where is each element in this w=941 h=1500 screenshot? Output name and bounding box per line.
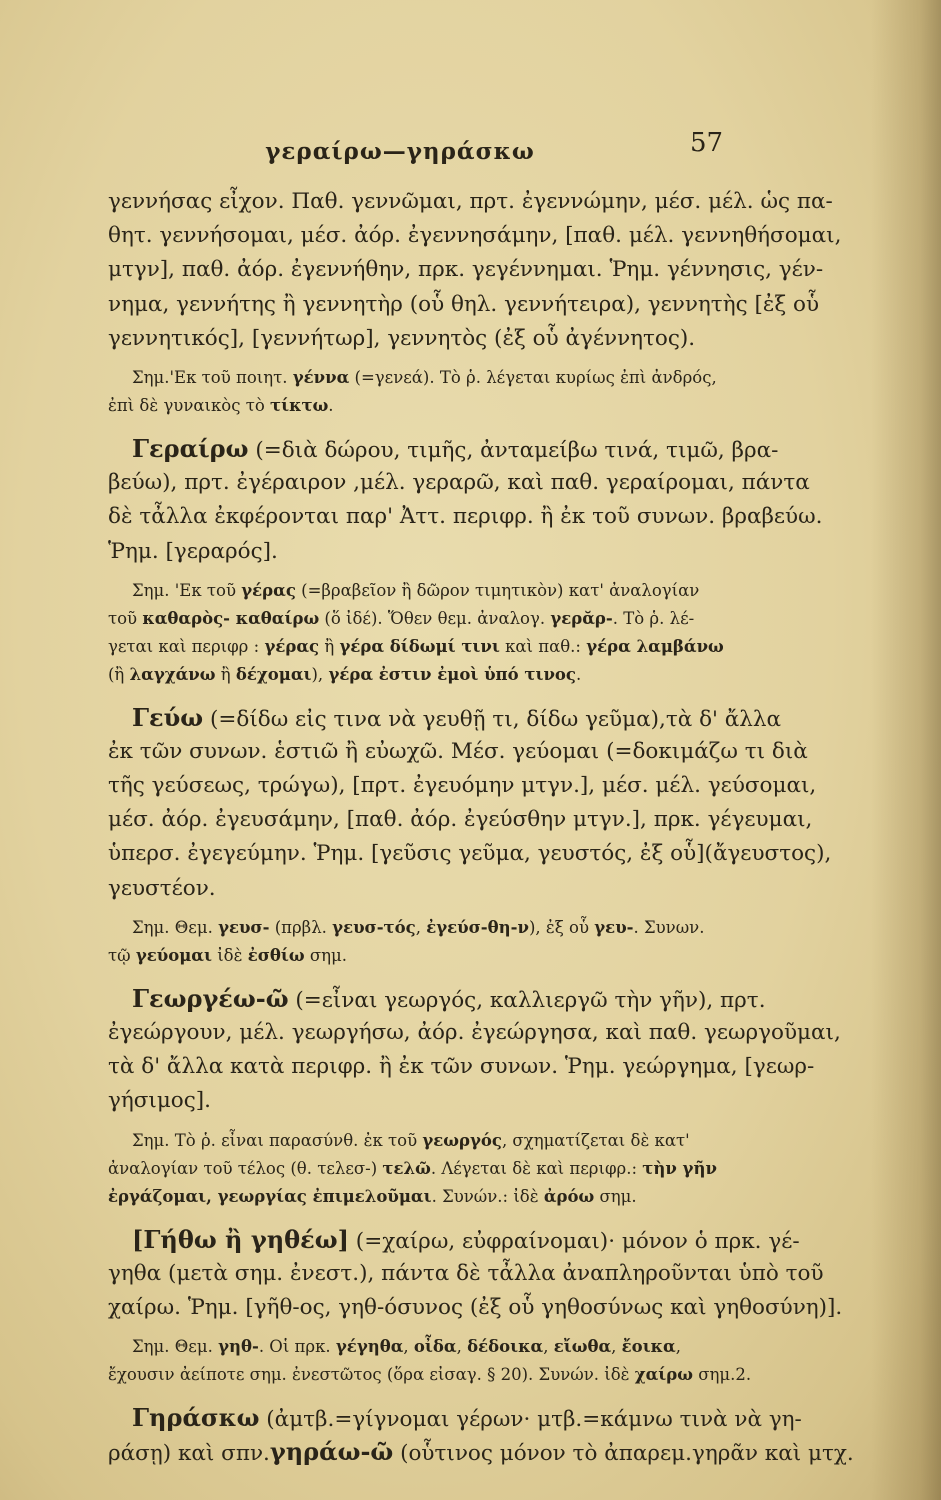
- text-line: Γηράσκω (ἀμτβ.=γίγνομαι γέρων· μτβ.=κάμνω τινὰ νὰ γη-: [132, 1403, 802, 1433]
- text-line: τὰ δ' ἄλλα κατὰ περιφρ. ἢ ἐκ τῶν συνων. Ῥημ. γεώργημα, [γεωρ-: [108, 1054, 815, 1080]
- text-line: μέσ. ἀόρ. ἐγευσάμην, [παθ. ἀόρ. ἐγεύσθην μτγν.], πρκ. γέγευμαι,: [108, 807, 813, 833]
- text-line: νημα, γεννήτης ἢ γεννητὴρ (οὗ θηλ. γεννήτειρα), γεννητὴς [ἐξ οὗ: [108, 291, 820, 317]
- note-line: ἐπὶ δὲ γυναικὸς τὸ τίκτω.: [108, 395, 334, 415]
- note-line: τῷ γεύομαι ἰδὲ ἐσθίω σημ.: [108, 945, 347, 965]
- note-line: ἀναλογίαν τοῦ τέλος (θ. τελεσ-) τελῶ. Λέγεται δὲ καὶ περιφρ.: τὴν γῆν: [108, 1158, 717, 1178]
- note-line: Σημ.'Εκ τοῦ ποιητ. γέννα (=γενεά). Τὸ ῥ. λέγεται κυρίως ἐπὶ ἀνδρός,: [132, 367, 717, 387]
- text-line: ράσῃ) καὶ σπν.γηράω-ῶ (οὗτινος μόνον τὸ ἀπαρεμ.γηρᾶν καὶ μτχ.: [108, 1437, 854, 1467]
- text-line: Γεραίρω (=διὰ δώρου, τιμῆς, ἀνταμείβω τινά, τιμῶ, βρα-: [132, 433, 779, 463]
- note-line: τοῦ καθαρὸς- καθαίρω (ὅ ἰδέ). Ὅθεν θεμ. ἀναλογ. γερᾰρ-. Τὸ ῥ. λέ-: [108, 608, 695, 628]
- entry-georgeo: [108, 982, 841, 1119]
- text-line: Ῥημ. [γεραρός].: [108, 538, 278, 564]
- page-edge-shadow: [871, 0, 941, 1500]
- entry-githo: [108, 1223, 843, 1326]
- text-line: θητ. γεννήσομαι, μέσ. ἀόρ. ἐγεννησάμην, [παθ. μέλ. γεννηθήσομαι,: [108, 223, 842, 249]
- headword: [Γήθω ἢ γηθέω]: [132, 1224, 349, 1254]
- text-line: γήσιμος].: [108, 1088, 212, 1114]
- entry-gerairo: [108, 432, 823, 569]
- note-line: (ἢ λαγχάνω ἢ δέχομαι), γέρα ἐστιν ἐμοὶ ὑπό τινος.: [108, 664, 582, 684]
- headword: Γηράσκω: [132, 1403, 260, 1433]
- text-line: γηθα (μετὰ σημ. ἐνεστ.), πάντα δὲ τἆλλα ἀναπληροῦνται ὑπὸ τοῦ: [108, 1260, 824, 1286]
- note-line: Σημ. 'Εκ τοῦ γέρας (=βραβεῖον ἢ δῶρον τιμητικὸν) κατ' ἀναλογίαν: [132, 580, 700, 600]
- running-title: γεραίρω—γηράσκω: [265, 138, 535, 165]
- note-githo: [108, 1333, 768, 1389]
- text-line: μτγν], παθ. ἀόρ. ἐγεννήθην, πρκ. γεγέννημαι. Ῥημ. γέννησις, γέν-: [108, 257, 824, 283]
- entry-gennao-continued: [108, 185, 842, 356]
- text-line: γευστέον.: [108, 875, 216, 901]
- text-line: ἐγεώργουν, μέλ. γεωργήσω, ἀόρ. ἐγεώργησα, καὶ παθ. γεωργοῦμαι,: [108, 1020, 841, 1045]
- note-geuo: [108, 914, 768, 970]
- entry-giraskō: [108, 1401, 854, 1469]
- text-line: ὑπερσ. ἐγεγεύμην. Ῥημ. [γεῦσις γεῦμα, γευστός, ἐξ οὗ](ἄγευστος),: [108, 841, 832, 867]
- note-line: ἔχουσιν ἀείποτε σημ. ἐνεστῶτος (ὅρα εἰσαγ. § 20). Συνών. ἰδὲ χαίρω σημ.2.: [108, 1365, 752, 1385]
- headword: Γεωργέω-ῶ: [132, 983, 289, 1013]
- page-header: [0, 128, 941, 178]
- note-line: Σημ. Θεμ. γηθ-. Οἱ πρκ. γέγηθα, οἶδα, δέδοικα, εἴωθα, ἔοικα,: [132, 1337, 681, 1357]
- text-line: χαίρω. Ῥημ. [γῆθ-ος, γηθ-όσυνος (ἐξ οὗ γηθοσύνως καὶ γηθοσύνη)].: [108, 1294, 843, 1320]
- text-line: τῆς γεύσεως, τρώγω), [πρτ. ἐγευόμην μτγν.], μέσ. μέλ. γεύσομαι,: [108, 773, 817, 799]
- note-gerairo: [108, 577, 768, 689]
- note-line: Σημ. Τὸ ῥ. εἶναι παρασύνθ. ἐκ τοῦ γεωργός, σχηματίζεται δὲ κατ': [132, 1130, 690, 1150]
- entry-geuo: [108, 701, 832, 906]
- note-line: Σημ. Θεμ. γευσ- (πρβλ. γευσ-τός, ἐγεύσ-θη-ν), ἐξ οὗ γευ-. Συνων.: [132, 917, 705, 937]
- text-line: ἐκ τῶν συνων. ἑστιῶ ἢ εὐωχῶ. Μέσ. γεύομαι (=δοκιμάζω τι διὰ: [108, 738, 808, 764]
- headword: Γεραίρω: [132, 433, 249, 463]
- text-line: γεννητικός], [γεννήτωρ], γεννητὸς (ἐξ οὗ ἀγέννητος).: [108, 325, 696, 351]
- text-line: Γεωργέω-ῶ (=εἶναι γεωργός, καλλιεργῶ τὴν γῆν), πρτ.: [132, 983, 766, 1013]
- text-line: δὲ τἆλλα ἐκφέρονται παρ' Ἀττ. περιφρ. ἢ ἐκ τοῦ συνων. βραβεύω.: [108, 504, 823, 530]
- text-line: Γεύω (=δίδω εἰς τινα νὰ γευθῇ τι, δίδω γεῦμα),τὰ δ' ἄλλα: [132, 702, 782, 732]
- note-gennao: [108, 364, 768, 420]
- page-number: 57: [690, 128, 724, 158]
- note-line: ἐργάζομαι, γεωργίας ἐπιμελοῦμαι. Συνών.: ἰδὲ ἀρόω σημ.: [108, 1186, 637, 1206]
- headword: Γεύω: [132, 702, 204, 732]
- page-text: [108, 185, 854, 1470]
- text-line: βεύω), πρτ. ἐγέραιρον ,μέλ. γεραρῶ, καὶ παθ. γεραίρομαι, πάντα: [108, 470, 810, 496]
- text-line: [Γήθω ἢ γηθέω] (=χαίρω, εὐφραίνομαι)· μόνον ὁ πρκ. γέ-: [132, 1224, 800, 1254]
- text-line: γεννήσας εἶχον. Παθ. γεννῶμαι, πρτ. ἐγεννώμην, μέσ. μέλ. ὡς πα-: [108, 189, 833, 214]
- note-georgeo: [108, 1127, 768, 1211]
- note-line: γεται καὶ περιφρ : γέρας ἢ γέρα δίδωμί τινι καὶ παθ.: γέρα λαμβάνω: [108, 636, 724, 656]
